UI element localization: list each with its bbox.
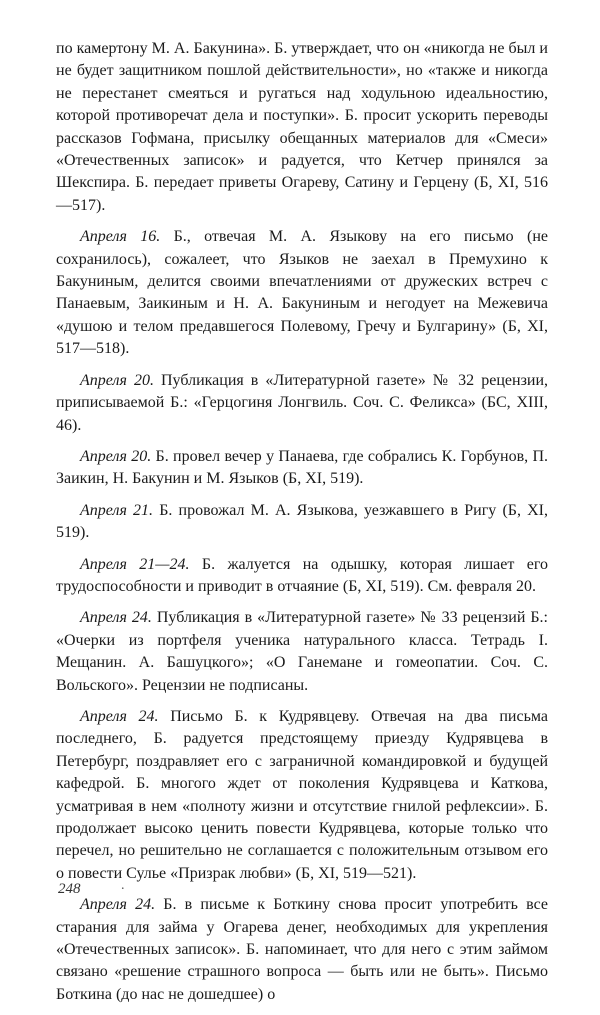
chronicle-entry: [56, 706, 548, 885]
book-page: [56, 38, 548, 1015]
entry-text: Публикация в «Литературной газете» № 33 рецензий Б.: «Очерки из портфеля ученика натурального класса. Тетрадь I. Мещанин. А. Башуцкого»; «О Ганемане и гомеопатии. Соч. С. Вольского». Рецензии не подписаны.: [56, 609, 548, 694]
chronicle-entry: [56, 607, 548, 697]
chronicle-entry: [56, 226, 548, 360]
entry-text: Б. жалуется на одышку, которая лишает его трудоспособности и приводит в отчаяние (Б, XI, 519). См. февраля 20.: [56, 555, 548, 595]
chronicle-entry: [56, 554, 548, 599]
entry-date: Апреля 21.: [80, 501, 154, 519]
paragraph-continuation: [56, 38, 548, 217]
entry-date: Апреля 24.: [80, 707, 159, 725]
entry-text: Б. в письме к Боткину снова просит употребить все старания для займа у Огарева денег, необходимых для укрепления «Отечественных записок». Б. напоминает, что для него с этим займом связано «решение страшного вопроса — быть или не быть». Письмо Боткина (до нас не дошедшее) о: [56, 896, 549, 1003]
chronicle-entry: [56, 370, 548, 437]
chronicle-entry: [56, 446, 548, 491]
page-number: 248: [58, 881, 81, 897]
entry-date: Апреля 20.: [80, 371, 154, 389]
page-mark: .: [121, 878, 125, 893]
entry-text: Б. провожал М. А. Языкова, уезжавшего в Ригу (Б, XI, 519).: [56, 501, 548, 542]
entry-date: Апреля 21—24.: [80, 555, 190, 573]
entry-text: Публикация в «Литературной газете» № 32 рецензии, приписываемой Б.: «Герцогиня Лонгвиль. Соч. С. Феликса» (БС, XIII, 46).: [56, 371, 549, 434]
entry-text: Б., отвечая М. А. Языкову на его письмо (не сохранилось), сожалеет, что Языков не заехал в Премухино к Бакуниным, делится своими впечатлениями от дружеских встреч с Панаевым, Заикиным и Н. А. Бакуниным и негодует на Межевича «душою и телом предавшегося Полевому, Гречу и Булгарину» (Б, XI, 517—518).: [56, 228, 549, 358]
chronicle-entry: [56, 894, 548, 1006]
entry-date: Апреля 20.: [80, 447, 152, 465]
entry-text: Письмо Б. к Кудрявцеву. Отвечая на два письма последнего, Б. радуется предстоящему приезду Кудрявцева в Петербург, поздравляет его с заграничной командировкой и будущей кафедрой. Б. многого ждет от поколения Кудрявцева и Каткова, усматривая в нем «полноту жизни и отсутствие гнилой рефлексии». Б. продолжает высоко ценить повести Кудрявцева, которые только что перечел, но решительно не соглашается с положительным отзывом его о повести Сулье «Призрак любви» (Б, XI, 519—521).: [56, 707, 549, 882]
entry-date: Апреля 24.: [80, 896, 156, 914]
entry-text: Б. провел вечер у Панаева, где собрались К. Горбунов, П. Заикин, Н. Бакунин и М. Языков (Б, XI, 519).: [56, 447, 549, 488]
entry-date: Апреля 24.: [80, 609, 152, 627]
chronicle-entry: [56, 500, 548, 545]
paragraph-text: по камертону М. А. Бакунина». Б. утверждает, что он «никогда не был и не будет защитником пошлой действительности», но «также и никогда не перестанет смеяться и ругаться над ходульною идеальностию, которой противоречат дела и поступки». Б. просит ускорить переводы рассказов Гофмана, присылку обещанных материалов для «Смеси» «Отечественных записок» и радуется, что Кетчер принялся за Шекспира. Б. передает приветы Огареву, Сатину и Герцену (Б, XI, 516—517).: [56, 40, 548, 214]
entry-date: Апреля 16.: [80, 228, 161, 246]
